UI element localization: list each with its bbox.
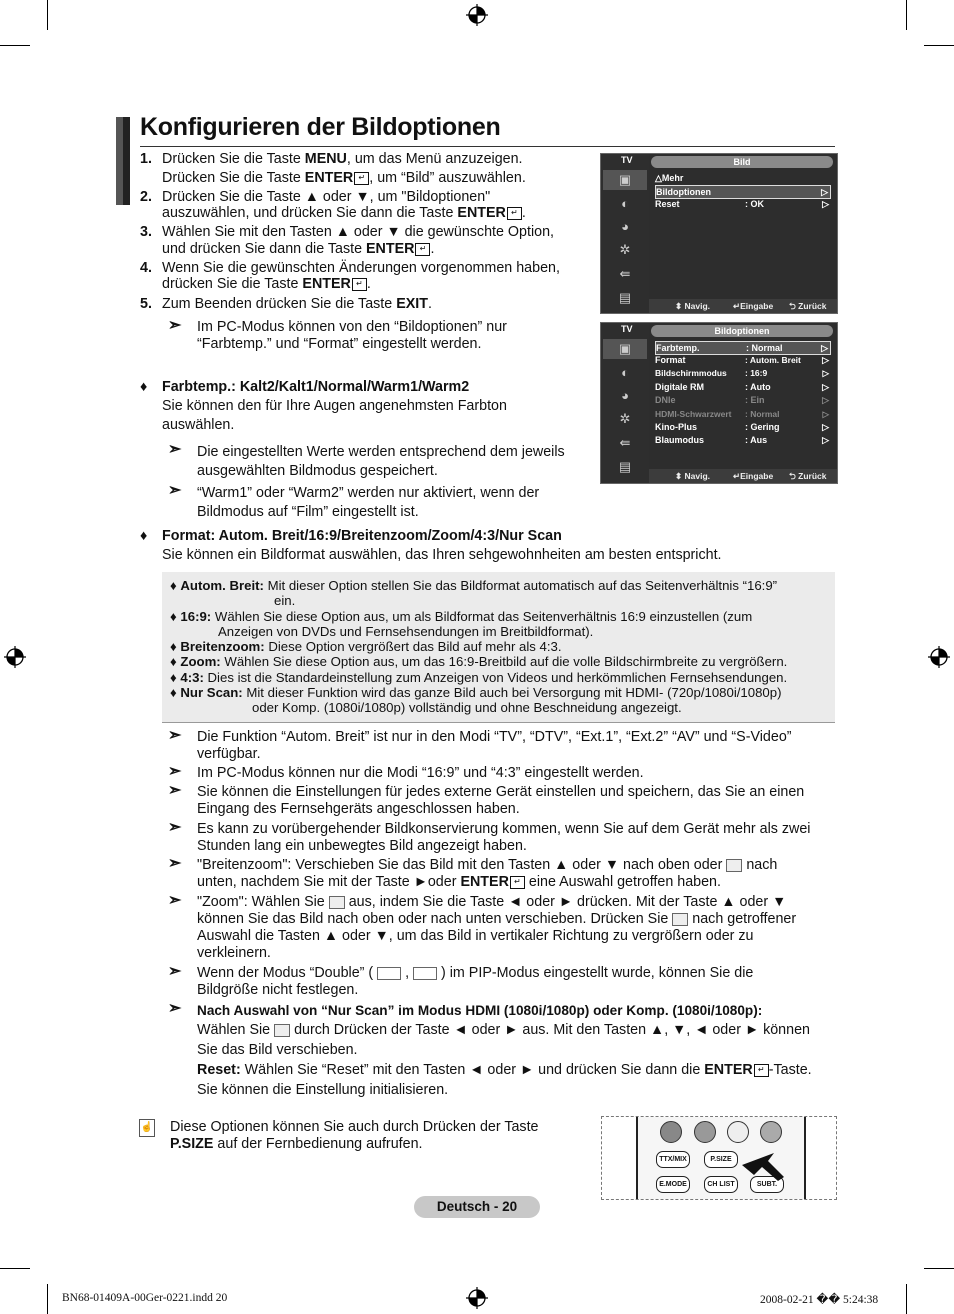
note-autom-breit: [197, 729, 837, 763]
step-number: 3.: [140, 224, 152, 240]
step-text: Drücken Sie die Taste ▲ oder ▼, um "Bildoptionen": [162, 189, 491, 205]
note-line: Wählen Sie durch Drücken der Taste ◄ oder ► aus. Mit den Tasten ▲, ▼, ◄ oder ► können: [197, 1022, 810, 1038]
enter-key-icon: ↵: [415, 243, 430, 256]
remote-control-illustration: [601, 1116, 837, 1200]
nav-hint: ⬍ Navig.: [675, 301, 710, 311]
note-line: P.SIZE auf der Fernbedienung aufrufen.: [170, 1136, 423, 1152]
crop-mark: [924, 45, 954, 46]
note-line: Sie können die Einstellung initialisieren.: [197, 1082, 449, 1098]
enter-key-icon: ↵: [354, 172, 369, 185]
format-text: Sie können ein Bildformat auswählen, das Ihren sehgewohnheiten am besten entspricht.: [162, 547, 722, 563]
menu-tv-label: TV: [621, 324, 633, 334]
note-line: Sie das Bild verschieben.: [197, 1042, 358, 1058]
note-line: "Breitenzoom": Verschieben Sie das Bild mit den Tasten ▲ oder ▼ nach oben oder nach: [197, 857, 778, 873]
step-text: Drücken Sie die Taste ENTER ↵ , um “Bild” auszuwählen.: [162, 170, 526, 186]
psize-note: [170, 1119, 590, 1153]
note-breitenzoom: [197, 857, 837, 891]
step-text: auszuwählen, und drücken Sie dann die Taste ENTER ↵ .: [162, 205, 526, 221]
menu-row-disabled: HDMI-Schwarzwert : Normal ▷: [655, 409, 829, 419]
box-item: ♦ Autom. Breit: Mit dieser Option stellen Sie das Bildformat automatisch auf das Seitenverhältnis “16:9”: [170, 578, 778, 593]
note-nur-scan: [197, 1002, 837, 1099]
menu-row[interactable]: Bildschirmmodus : 16:9 ▷: [655, 368, 829, 378]
note-line: Stunden lang ein unbewegtes Bild angezeigt haben.: [197, 838, 527, 854]
title-underline: [140, 146, 835, 147]
move-icon: [329, 896, 345, 909]
note-line: “Warm1” oder “Warm2” werden nur aktiviert, wenn der: [197, 485, 540, 501]
note-line: Die Funktion “Autom. Breit” ist nur in den Modi “TV”, “DTV”, “Ext.1”, “Ext.2” “AV” und “S-Video”: [197, 729, 792, 745]
menu-row[interactable]: △Mehr: [655, 173, 684, 183]
note-arrow-icon: ➣: [168, 763, 182, 780]
menu-row[interactable]: Blaumodus : Aus ▷: [655, 435, 829, 445]
note-line: Sie können die Einstellungen für jedes externe Gerät einstellen und speichern, das Sie an einen: [197, 784, 805, 800]
note-zoom: [197, 894, 837, 962]
step-text: drücken Sie die Taste ENTER ↵ .: [162, 276, 371, 292]
note-line: verkleinern.: [197, 945, 271, 961]
input-icon: ⇚: [619, 435, 631, 450]
nav-hint: ⬍ Navig.: [675, 471, 710, 481]
steps-list: [140, 151, 580, 315]
tv-menu-bildoptionen: [600, 322, 838, 484]
crop-mark: [906, 1284, 907, 1314]
crop-mark: [47, 0, 48, 30]
menu-sidebar: [601, 154, 649, 313]
subt-key: SUBT.: [750, 1176, 784, 1193]
picture-icon: ▣: [603, 339, 647, 359]
arrow-right-icon: ▷: [821, 187, 828, 197]
sound-icon: ◐: [621, 196, 629, 211]
farbtemp-note-2: [197, 484, 587, 522]
step-4: [140, 260, 580, 296]
note-line: unten, nachdem Sie mit der Taste ►oder ENTER ↵ eine Auswahl getroffen haben.: [197, 874, 721, 890]
note-arrow-icon: ➣: [168, 1000, 182, 1017]
crop-mark: [924, 1268, 954, 1269]
footer-filename: BN68-01409A-00Ger-0221.indd 20: [62, 1292, 228, 1304]
emode-key: E.MODE: [656, 1176, 690, 1193]
double-mode-icon: [377, 967, 401, 980]
arrow-right-icon: ▷: [822, 199, 829, 209]
note-arrow-icon: ➣: [168, 727, 182, 744]
application-icon: ▤: [618, 459, 632, 474]
step-number: 1.: [140, 151, 152, 167]
step-3: [140, 224, 580, 260]
box-item: ♦ Zoom: Wählen Sie diese Option aus, um das 16:9-Breitbild auf die volle Bildschirmbreite zu vergrößern.: [170, 654, 788, 669]
enter-key-icon: ↵: [507, 207, 522, 220]
note-line: Bildgröße nicht festlegen.: [197, 982, 359, 998]
setup-icon: ✲: [619, 411, 631, 426]
note-arrow-icon: ➣: [168, 855, 182, 872]
box-item-cont: oder Komp. (1080i/1080p) vollständig und ohne Beschneidung angezeigt.: [252, 700, 682, 715]
step-text: Wenn Sie die gewünschten Änderungen vorgenommen haben,: [162, 260, 560, 276]
step-number: 5.: [140, 296, 152, 312]
note-arrow-icon: ➣: [168, 482, 182, 499]
registration-mark-icon: [928, 646, 950, 668]
farbtemp-heading: Farbtemp.: Kalt2/Kalt1/Normal/Warm1/Warm2: [162, 379, 470, 395]
note-arrow-icon: ➣: [168, 963, 182, 980]
bullet-icon: ♦: [140, 528, 148, 544]
note-line: Diese Optionen können Sie auch durch Drücken der Taste: [170, 1119, 539, 1135]
menu-row[interactable]: Format : Autom. Breit ▷: [655, 355, 829, 365]
note-line: verfügbar.: [197, 746, 261, 762]
note-external: [197, 784, 837, 818]
note-line: Auswahl die Tasten ▲ oder ▼, um das Bild in vertikaler Richtung zu vergrößern oder zu: [197, 928, 754, 944]
menu-tv-label: TV: [621, 155, 633, 165]
note-line: ausgewählten Bildmodus gespeichert.: [197, 463, 438, 479]
box-item-cont: ein.: [274, 593, 296, 608]
step-number: 2.: [140, 189, 152, 205]
farbtemp-section: [162, 379, 582, 434]
setup-icon: ✲: [619, 242, 631, 257]
note-line: “Farbtemp.” und “Format” eingestellt werden.: [197, 336, 482, 352]
zoom-size-icon: [672, 913, 688, 926]
farbtemp-text: auswählen.: [162, 417, 235, 433]
title-accent-bar: [123, 117, 130, 205]
crop-mark: [906, 0, 907, 30]
note-line: können Sie das Bild nach oben oder nach unten verschieben. Drücken Sie nach getroffener: [197, 911, 797, 927]
enter-key-icon: ↵: [754, 1064, 769, 1077]
menu-header: Bildoptionen: [651, 325, 833, 337]
menu-row-disabled: DNIe : Ein ▷: [655, 395, 829, 405]
picture-icon: ▣: [603, 170, 647, 190]
pointer-arrow-icon: [738, 1149, 788, 1183]
step-1: [140, 151, 580, 170]
note-double: [197, 965, 837, 999]
crop-mark: [0, 45, 30, 46]
double-mode-icon: [413, 967, 437, 980]
note-pc-mode: Im PC-Modus können nur die Modi “16:9” und “4:3” eingestellt werden.: [197, 765, 644, 781]
format-options-box: [162, 572, 835, 723]
note-line: Wenn der Modus “Double” ( , ) im PIP-Modus eingestellt wurde, können Sie die: [197, 965, 754, 981]
registration-mark-icon: [4, 646, 26, 668]
page-title: Konfigurieren der Bildoptionen: [140, 113, 501, 141]
step-text: Wählen Sie mit den Tasten ▲ oder ▼ die gewünschte Option,: [162, 224, 555, 240]
crop-mark: [0, 1268, 30, 1269]
yellow-button: [727, 1121, 749, 1143]
menu-row[interactable]: Digitale RM : Auto ▷: [655, 382, 829, 392]
box-item: ♦ Nur Scan: Mit dieser Funktion wird das ganze Bild auch bei Versorgung mit HDMI- (720p/1080i/1080p): [170, 685, 782, 700]
note-heading: Nach Auswahl von “Nur Scan” im Modus HDMI (1080i/1080p) oder Komp. (1080i/1080p):: [197, 1003, 763, 1018]
step-2: [140, 189, 580, 224]
box-item: ♦ 16:9: Wählen Sie diese Option aus, um als Bildformat das Seitenverhältnis 16:9 einzustellen (zum: [170, 609, 753, 624]
footer-timestamp: 2008-02-21 �� 5:24:38: [760, 1294, 879, 1306]
box-item-cont: Anzeigen von DVDs und Fernsehsendungen im Breitbildformat).: [218, 624, 594, 639]
green-button: [694, 1121, 716, 1143]
box-item: ♦ 4:3: Dies ist die Standardeinstellung zum Anzeigen von Videos und herkömmlichen Fernsehsendungen.: [170, 670, 788, 685]
note-arrow-icon: ➣: [168, 317, 182, 334]
note-arrow-icon: ➣: [168, 819, 182, 836]
channel-icon: ◕: [621, 219, 629, 234]
step-1b: [140, 170, 580, 189]
move-icon: [274, 1024, 290, 1037]
hand-note-icon: ☝: [139, 1119, 155, 1137]
input-icon: ⇚: [619, 266, 631, 281]
blue-button: [760, 1121, 782, 1143]
menu-footer: [649, 299, 837, 313]
note-burn-in: [197, 821, 837, 855]
step-text: und drücken Sie dann die Taste ENTER ↵ .: [162, 241, 435, 257]
enter-key-icon: ↵: [352, 278, 367, 291]
page-number-badge: Deutsch - 20: [414, 1196, 540, 1218]
note-arrow-icon: ➣: [168, 782, 182, 799]
back-hint: ⮌ Zurück: [789, 301, 827, 311]
application-icon: ▤: [618, 290, 632, 305]
note-line: Reset: Wählen Sie “Reset” mit den Tasten ◄ oder ► und drücken Sie dann die ENTER ↵ -Taste.: [197, 1062, 812, 1078]
note-line: "Zoom": Wählen Sie aus, indem Sie die Taste ◄ oder ► drücken. Mit der Taste ▲ oder ▼: [197, 894, 787, 910]
note-line: Die eingestellten Werte werden entsprechend dem jeweils: [197, 444, 565, 460]
channel-icon: ◕: [621, 388, 629, 403]
step-text: Drücken Sie die Taste MENU, um das Menü anzuzeigen.: [162, 151, 523, 167]
menu-row-selected[interactable]: Bildoptionen ▷: [655, 185, 831, 199]
red-button: [660, 1121, 682, 1143]
menu-row[interactable]: Reset : OK ▷: [655, 199, 829, 209]
enter-hint: ↵Eingabe: [733, 471, 774, 481]
note-arrow-icon: ➣: [168, 892, 182, 909]
note-line: Bildmodus auf “Film” eingestellt ist.: [197, 504, 419, 520]
format-section: [162, 528, 842, 564]
farbtemp-note-1: [197, 443, 587, 481]
note-line: Im PC-Modus können von den “Bildoptionen” nur: [197, 319, 507, 335]
note-line: Eingang des Fernsehgeräts angeschlossen haben.: [197, 801, 520, 817]
step-5: [140, 296, 580, 315]
note-line: Es kann zu vorübergehender Bildkonservierung kommen, wenn Sie auf dem Gerät mehr als zwei: [197, 821, 811, 837]
ttx-mix-key: TTX/MIX: [656, 1151, 690, 1168]
psize-key: P.SIZE: [704, 1151, 738, 1168]
step-text: Zum Beenden drücken Sie die Taste EXIT.: [162, 296, 432, 312]
registration-mark-icon: [466, 1287, 488, 1309]
chlist-key: CH LIST: [704, 1176, 738, 1193]
format-heading: Format: Autom. Breit/16:9/Breitenzoom/Zoom/4:3/Nur Scan: [162, 528, 562, 544]
menu-sidebar: [601, 323, 649, 483]
enter-key-icon: ↵: [510, 876, 525, 889]
menu-row-selected[interactable]: Farbtemp. : Normal ▷: [655, 341, 831, 355]
box-item: ♦ Breitenzoom: Diese Option vergrößert das Bild auf mehr als 4:3.: [170, 639, 562, 654]
sound-icon: ◐: [621, 365, 629, 380]
registration-mark-icon: [466, 4, 488, 26]
crop-mark: [47, 1284, 48, 1314]
note-arrow-icon: ➣: [168, 441, 182, 458]
back-hint: ⮌ Zurück: [789, 471, 827, 481]
menu-header: Bild: [651, 156, 833, 168]
menu-row[interactable]: Kino-Plus : Gering ▷: [655, 422, 829, 432]
step-number: 4.: [140, 260, 152, 276]
tv-menu-bild: [600, 153, 838, 314]
menu-footer: [649, 469, 837, 483]
pc-mode-note: [197, 319, 577, 353]
farbtemp-text: Sie können den für Ihre Augen angenehmsten Farbton: [162, 398, 507, 414]
bullet-icon: ♦: [140, 379, 148, 395]
enter-hint: ↵Eingabe: [733, 301, 774, 311]
move-icon: [726, 859, 742, 872]
